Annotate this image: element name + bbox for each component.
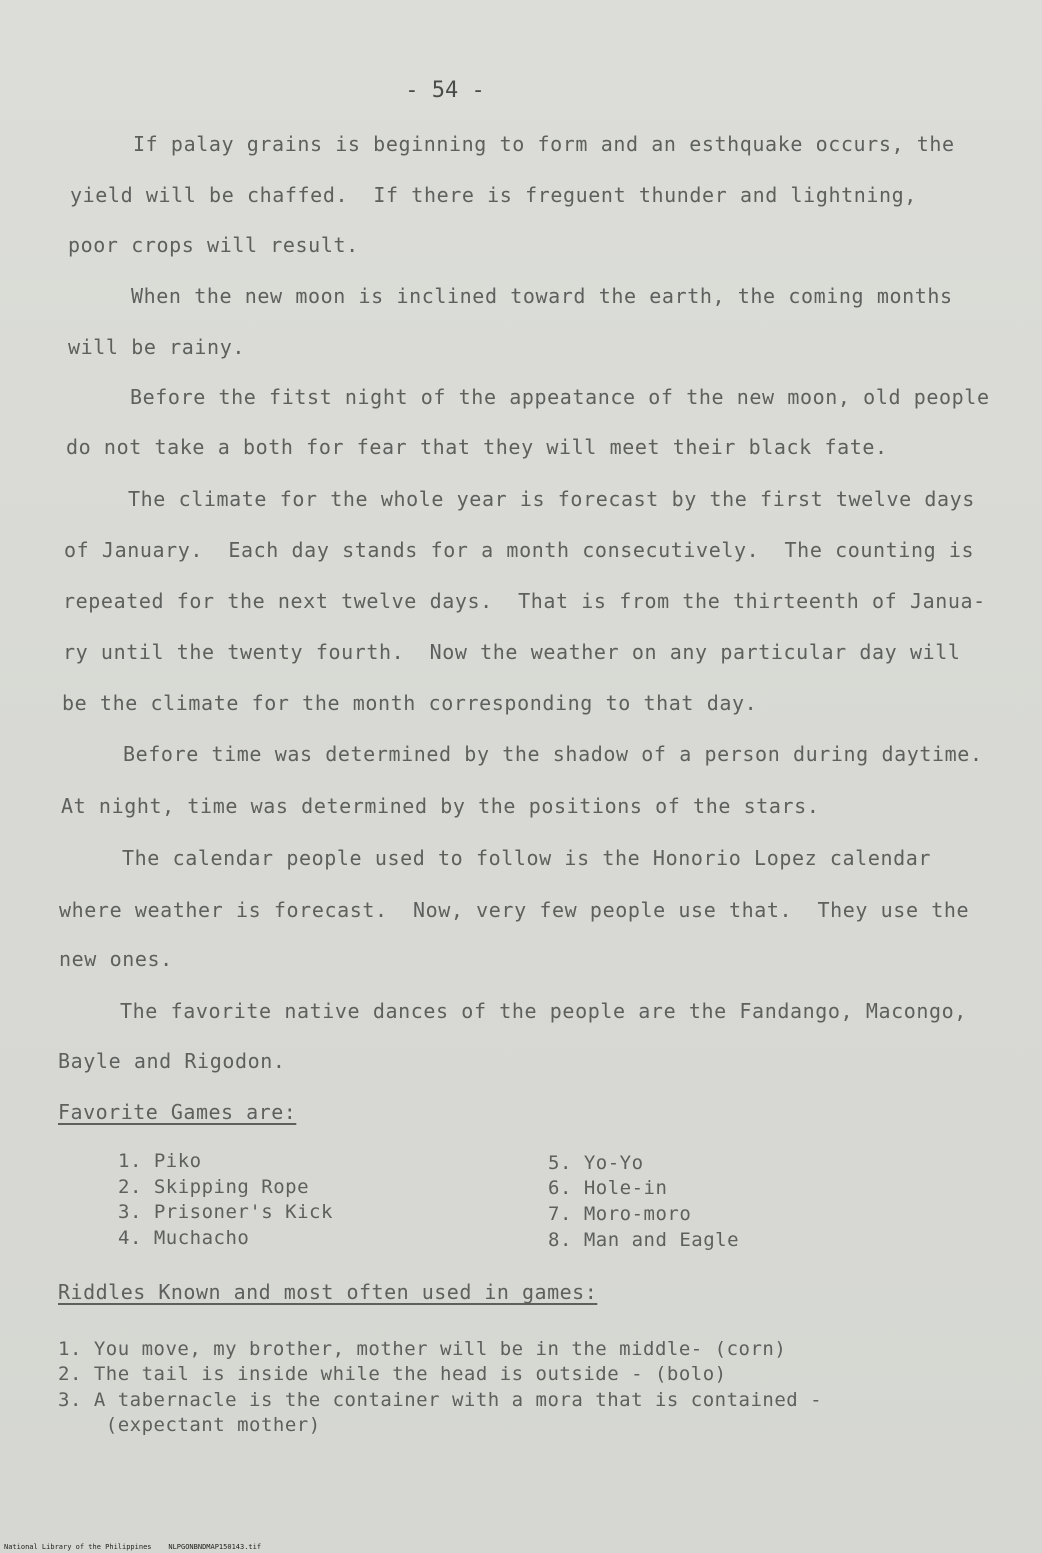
paragraph-2-line-2: will be rainy. xyxy=(68,335,245,359)
paragraph-6-line-2: where weather is forecast. Now, very few people use that. They use the xyxy=(59,898,970,922)
riddle-item: (expectant mother) xyxy=(58,1414,321,1436)
game-item: 6. Hole-in xyxy=(548,1177,668,1199)
riddle-item: 3. A tabernacle is the container with a mora that is contained - xyxy=(58,1389,823,1411)
game-item: 8. Man and Eagle xyxy=(548,1229,740,1251)
game-item: 7. Moro-moro xyxy=(548,1203,692,1225)
paragraph-7-line-2: Bayle and Rigodon. xyxy=(58,1049,286,1073)
paragraph-4-line-3: repeated for the next twelve days. That is from the thirteenth of Janua- xyxy=(63,589,986,613)
paragraph-7-line-1: The favorite native dances of the people are the Fandango, Macongo, xyxy=(120,999,967,1023)
paragraph-4-line-5: be the climate for the month corresponding to that day. xyxy=(62,691,758,715)
paragraph-6-line-3: new ones. xyxy=(59,947,173,971)
riddle-item: 1. You move, my brother, mother will be in the middle- (corn) xyxy=(58,1338,787,1360)
games-heading: Favorite Games are: xyxy=(58,1100,297,1124)
game-item: 2. Skipping Rope xyxy=(118,1176,310,1198)
game-item: 5. Yo-Yo xyxy=(548,1152,644,1174)
game-item: 3. Prisoner's Kick xyxy=(118,1201,333,1223)
paragraph-5-line-1: Before time was determined by the shadow of a person during daytime. xyxy=(123,742,983,766)
paragraph-2-line-1: When the new moon is inclined toward the earth, the coming months xyxy=(131,284,953,308)
game-item: 1. Piko xyxy=(118,1150,202,1172)
page-number: - 54 - xyxy=(405,78,485,103)
paragraph-3-line-1: Before the fitst night of the appeatance of the new moon, old people xyxy=(130,385,990,409)
paragraph-6-line-1: The calendar people used to follow is the Honorio Lopez calendar xyxy=(122,846,932,870)
game-item: 4. Muchacho xyxy=(118,1227,250,1249)
paragraph-3-line-2: do not take a both for fear that they will meet their black fate. xyxy=(66,435,888,459)
paragraph-1-line-2: yield will be chaffed. If there is freguent thunder and lightning, xyxy=(70,183,917,207)
riddles-heading: Riddles Known and most often used in games: xyxy=(58,1280,598,1304)
paragraph-1-line-1: If palay grains is beginning to form and an esthquake occurs, the xyxy=(133,132,955,156)
paragraph-4-line-2: of January. Each day stands for a month consecutively. The counting is xyxy=(64,538,975,562)
paragraph-1-line-3: poor crops will result. xyxy=(68,233,359,257)
paragraph-5-line-2: At night, time was determined by the positions of the stars. xyxy=(61,794,820,818)
riddle-item: 2. The tail is inside while the head is outside - (bolo) xyxy=(58,1363,727,1385)
paragraph-4-line-4: ry until the twenty fourth. Now the weather on any particular day will xyxy=(63,640,961,664)
paragraph-4-line-1: The climate for the whole year is forecast by the first twelve days xyxy=(128,487,975,511)
scan-footer: National Library of the Philippines NLPGONBNDMAP150143.tif xyxy=(4,1543,262,1551)
